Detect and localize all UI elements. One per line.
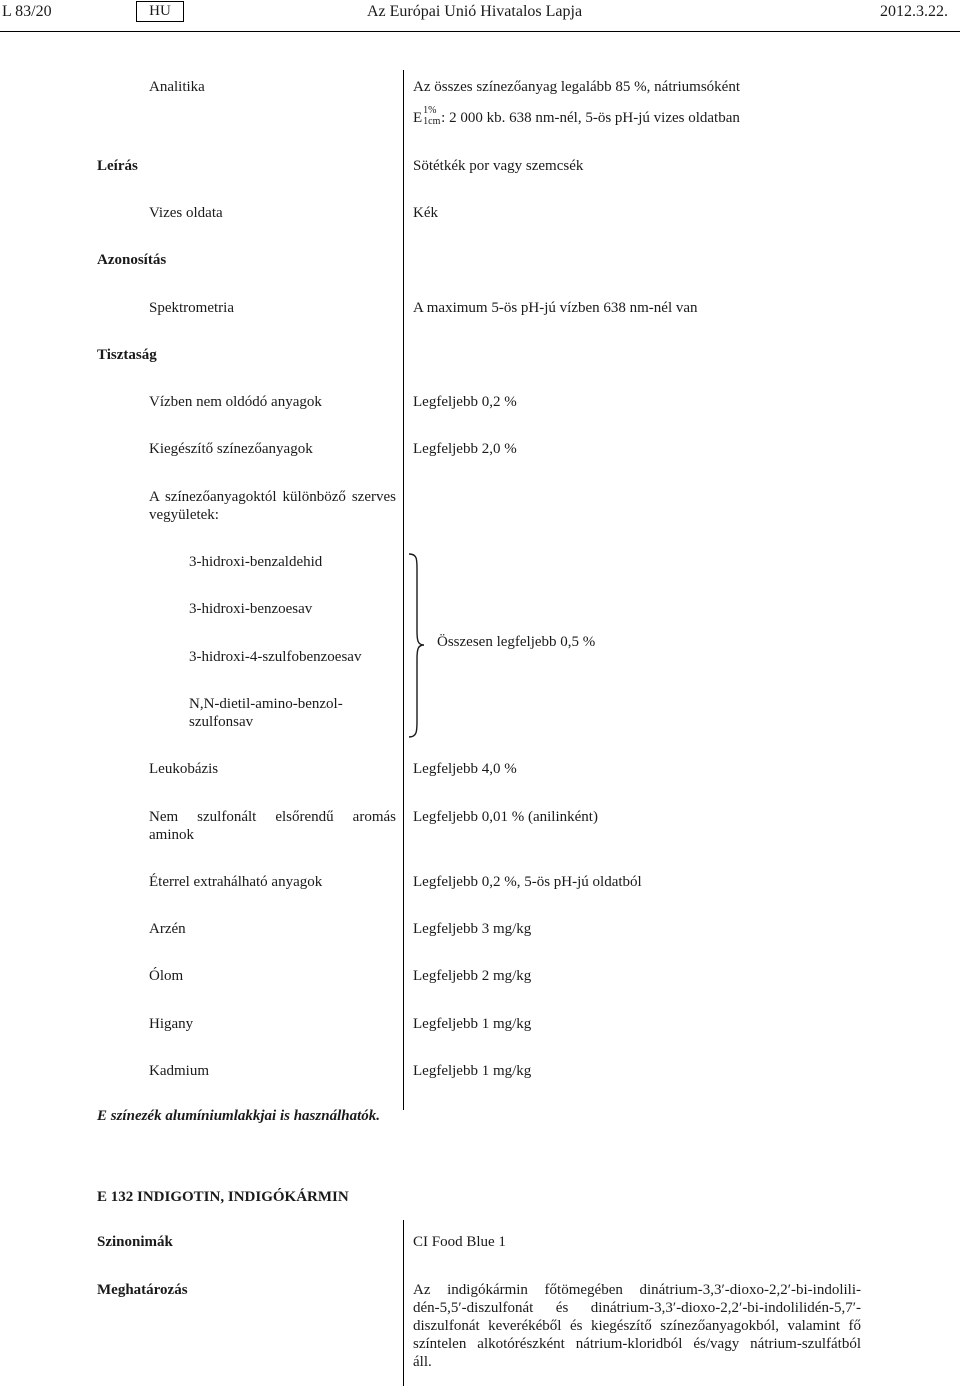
column-divider	[403, 1220, 404, 1386]
organic-compounds-label: A színezőanyagoktól különböző szerves vegyületek:	[149, 489, 396, 523]
journal-title: Az Európai Unió Hivatalos Lapja	[367, 3, 583, 20]
purity-row-value: Legfeljebb 1 mg/kg	[413, 1016, 532, 1032]
purity-row-value: Legfeljebb 0,2 %	[413, 394, 517, 410]
analytics-label: Analitika	[149, 79, 205, 95]
purity-row-value: Legfeljebb 0,01 % (anilinként)	[413, 809, 598, 825]
identification-label: Azonosítás	[97, 252, 167, 268]
analytics-value: Az összes színezőanyag legalább 85 %, nátriumsóként	[413, 79, 740, 95]
purity-row-label: Vízben nem oldódó anyagok	[149, 394, 322, 410]
description-value: Sötétkék por vagy szemcsék	[413, 158, 584, 174]
absorbance-value: : 2 000 kb. 638 nm-nél, 5-ös pH-jú vizes oldatban	[441, 110, 740, 126]
e-subscript: 1cm	[423, 116, 441, 127]
purity-row-label: Kiegészítő színezőanyagok	[149, 441, 313, 457]
purity-row-value: Legfeljebb 0,2 %, 5-ös pH-jú oldatból	[413, 874, 642, 890]
purity-row-label: Éterrel extrahálható anyagok	[149, 874, 323, 890]
absorbance-line	[413, 105, 740, 127]
aqueous-label: Vizes oldata	[149, 205, 223, 221]
definition-line: dén-5,5′-diszulfonát és dinátrium-3,3′-dioxo-2,2′-bi-indolilidén-5,7′-	[413, 1300, 861, 1316]
aqueous-value: Kék	[413, 205, 438, 221]
language-badge: HU	[136, 1, 184, 22]
right-brace-icon	[408, 553, 426, 738]
synonyms-value: CI Food Blue 1	[413, 1234, 506, 1250]
organic-total-value: Összesen legfeljebb 0,5 %	[437, 634, 596, 650]
synonyms-label: Szinonimák	[97, 1234, 173, 1250]
organic-item: 3-hidroxi-benzaldehid	[189, 554, 323, 570]
e-superscript: 1%	[423, 105, 437, 116]
purity-row-label: Leukobázis	[149, 761, 219, 777]
header-rule	[0, 31, 960, 32]
purity-row-value: Legfeljebb 2 mg/kg	[413, 968, 532, 984]
organic-item: 3-hidroxi-benzoesav	[189, 601, 313, 617]
purity-row-label: Higany	[149, 1016, 194, 1032]
purity-row-label: Arzén	[149, 921, 186, 937]
organic-item: N,N-dietil-amino-benzol-szulfonsav	[189, 696, 343, 730]
absorbance-symbol	[413, 105, 441, 127]
section-title: E 132 INDIGOTIN, INDIGÓKÁRMIN	[97, 1189, 349, 1205]
description-label: Leírás	[97, 158, 138, 174]
purity-row-label: Nem szulfonált elsőrendű aromás aminok	[149, 809, 396, 843]
definition-line: áll.	[413, 1354, 432, 1370]
definition-line: diszulfonát keverékéből és kiegészítő színezőanyagokból, valamint fő	[413, 1318, 861, 1334]
e-letter: E	[413, 110, 423, 126]
organic-item: 3-hidroxi-4-szulfobenzoesav	[189, 649, 362, 665]
definition-line: Az indigókármin főtömegében dinátrium-3,3′-dioxo-2,2′-bi-indolili-	[413, 1282, 861, 1298]
purity-row-value: Legfeljebb 1 mg/kg	[413, 1063, 532, 1079]
spectrometry-value: A maximum 5-ös pH-jú vízben 638 nm-nél van	[413, 300, 698, 316]
spectrometry-label: Spektrometria	[149, 300, 234, 316]
page-reference: L 83/20	[2, 3, 52, 20]
purity-row-label: Ólom	[149, 968, 184, 984]
purity-row-label: Kadmium	[149, 1063, 209, 1079]
definition-line: színtelen alkotórészként nátrium-kloridból és/vagy nátrium-szulfátból	[413, 1336, 861, 1352]
definition-label: Meghatározás	[97, 1282, 188, 1298]
aluminium-lake-note: E színezék alumíniumlakkjai is használhatók.	[97, 1108, 381, 1124]
purity-row-value: Legfeljebb 2,0 %	[413, 441, 517, 457]
purity-row-value: Legfeljebb 3 mg/kg	[413, 921, 532, 937]
publication-date: 2012.3.22.	[880, 3, 948, 20]
column-divider	[403, 70, 404, 1110]
purity-row-value: Legfeljebb 4,0 %	[413, 761, 517, 777]
purity-label: Tisztaság	[97, 347, 157, 363]
